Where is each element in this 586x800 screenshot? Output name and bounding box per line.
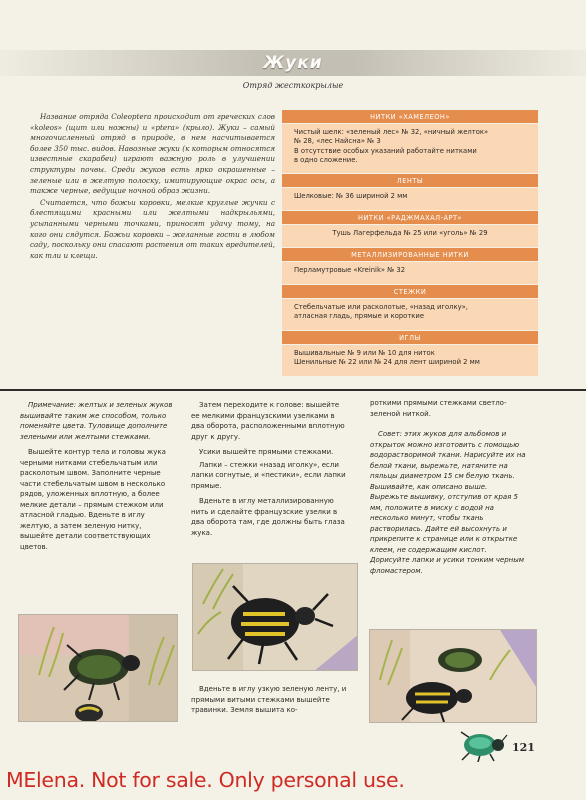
text-column-1 [20,400,177,557]
materials-line: Вышивальные № 9 или № 10 для ниток [294,349,435,357]
materials-line: Тушь Лагерфельда № 25 или «уголь» № 29 [332,229,488,237]
materials-panel [282,110,538,386]
body-paragraph: роткими прямыми стежками светло-зеленой ниткой. [370,399,507,418]
intro-text [30,112,275,262]
materials-line: Шелковые: № 36 шириной 2 мм [294,192,408,200]
beetle-photo-1 [18,614,178,722]
body-paragraph: Вышейте контур тела и головы жука черными нитками стебельчатым или расколотым швом. Заполните черные части стебельчатым швом в несколько рядов, уложенных вплотную, а более мелкие детали – прямым стежком или атласной гладью. Вденьте в иглу желтую, а затем зеленую нитку, вышейте детали соответствующих цветов. [20,448,166,551]
beetle-icon [458,728,508,762]
materials-line: Чистый шелк: «зеленый лес» № 32, «ничный желток» [294,128,489,136]
beetle-embroidery-image [19,615,178,722]
materials-heading: ЛЕНТЫ [282,174,538,188]
materials-heading: СТЕЖКИ [282,285,538,299]
tip-paragraph: Совет: этих жуков для альбомов и открыток можно изготовить с помощью водорастворимой ткани. Нарисуйте их на белой ткани, вырежьте, натяните на пяльцы диаметром 15 см белую ткань. Вышивайте, как описано выше. Вырежьте вышивку, отступив от края 5 мм, положите в миску с водой на несколько минут, чтобы ткань растворилась. Дайте ей высохнуть и прикрепите к странице или к открытке клеем, не содержащим кислот. Дорисуйте лапки и усики тонким черным фломастером. [370,430,526,575]
body-paragraph: Вденьте в иглу узкую зеленую ленту, и прямыми витыми стежками вышейте травинки. Земля вышита ко- [191,685,347,714]
materials-line: Шенильные № 22 или № 24 для лент шириной 2 мм [294,358,480,367]
beetle-photo-3 [369,629,537,723]
beetle-embroidery-image [193,564,358,671]
text-column-2 [191,400,348,543]
section-divider [0,389,586,391]
materials-line: Стебельчатые или расколотые, «назад иголку», [294,303,468,311]
intro-paragraph: Название отряда Coleoptera происходит от греческих слов «koleos» (щит или ножны) и «ptera» (крыло). Жуки – самый многочисленный отряд в природе, в нем насчитывается более 350 тыс. видов. Навозные жуки (к которым относятся известные скарабеи) играют важную роль в улучшении структуры почвы. Среди жуков есть ярко окрашенные – зеленые или в желтую полоску, имитирующие окрас осы, а также черные, ведущие ночной образ жизни. [30,112,275,196]
intro-paragraph: Считается, что божьи коровки, мелкие круглые жучки с блестящими красными или желтыми надкрыльями, усыпанными черными точками, приносят удачу тому, на кого они сядутся. Божьи коровки – желанные гости в любом саду, поскольку они спасают растения от таких вредителей, как тли и клещи. [30,197,275,260]
beetle-photo-2 [192,563,358,671]
materials-heading: ИГЛЫ [282,331,538,345]
materials-body [282,299,538,331]
page-number: 121 [512,741,535,754]
materials-body [282,188,538,211]
materials-body [282,262,538,285]
materials-body [282,345,538,377]
body-paragraph: Затем переходите к голове: вышейте ее мелкими французскими узелками в два оборота, расположенными вплотную друг к другу. [191,401,345,441]
body-paragraph: Усики вышейте прямыми стежками. [199,448,334,456]
materials-line: атласная гладь, прямые и короткие [294,312,424,321]
materials-line: № 28, «лес Найсна» № 3 [294,137,381,146]
materials-line: В отсутствие особых указаний работайте нитками [294,146,477,155]
materials-heading: НИТКИ «ХАМЕЛЕОН» [282,110,538,124]
materials-body [282,124,538,174]
materials-body [282,225,538,248]
watermark-text: MElena. Not for sale. Only personal use. [6,768,405,792]
page-title: Жуки [263,53,323,73]
note-paragraph: Примечание: желтых и зеленых жуков вышивайте таким же способом, только поменяйте цвета. Туловище дополните зелеными или желтыми стежками. [20,401,173,441]
body-paragraph: Вденьте в иглу металлизированную нить и сделайте французские узелки в два оборота там, где должны быть глаза жука. [191,497,345,537]
text-column-2-bottom [191,684,348,721]
materials-heading: НИТКИ «РАДЖМАХАЛ-АРТ» [282,211,538,225]
materials-line: в одно сложение. [294,156,358,165]
materials-heading: МЕТАЛЛИЗИРОВАННЫЕ НИТКИ [282,248,538,262]
page-subtitle: Отряд жесткокрылые [242,81,344,90]
text-column-3 [370,398,527,581]
materials-line: Перламутровые «Kreinik» № 32 [294,266,406,274]
body-paragraph: Лапки – стежки «назад иголку», если лапки согнутые, и «пестики», если лапки прямые. [191,460,346,490]
beetle-embroidery-image [370,630,537,723]
